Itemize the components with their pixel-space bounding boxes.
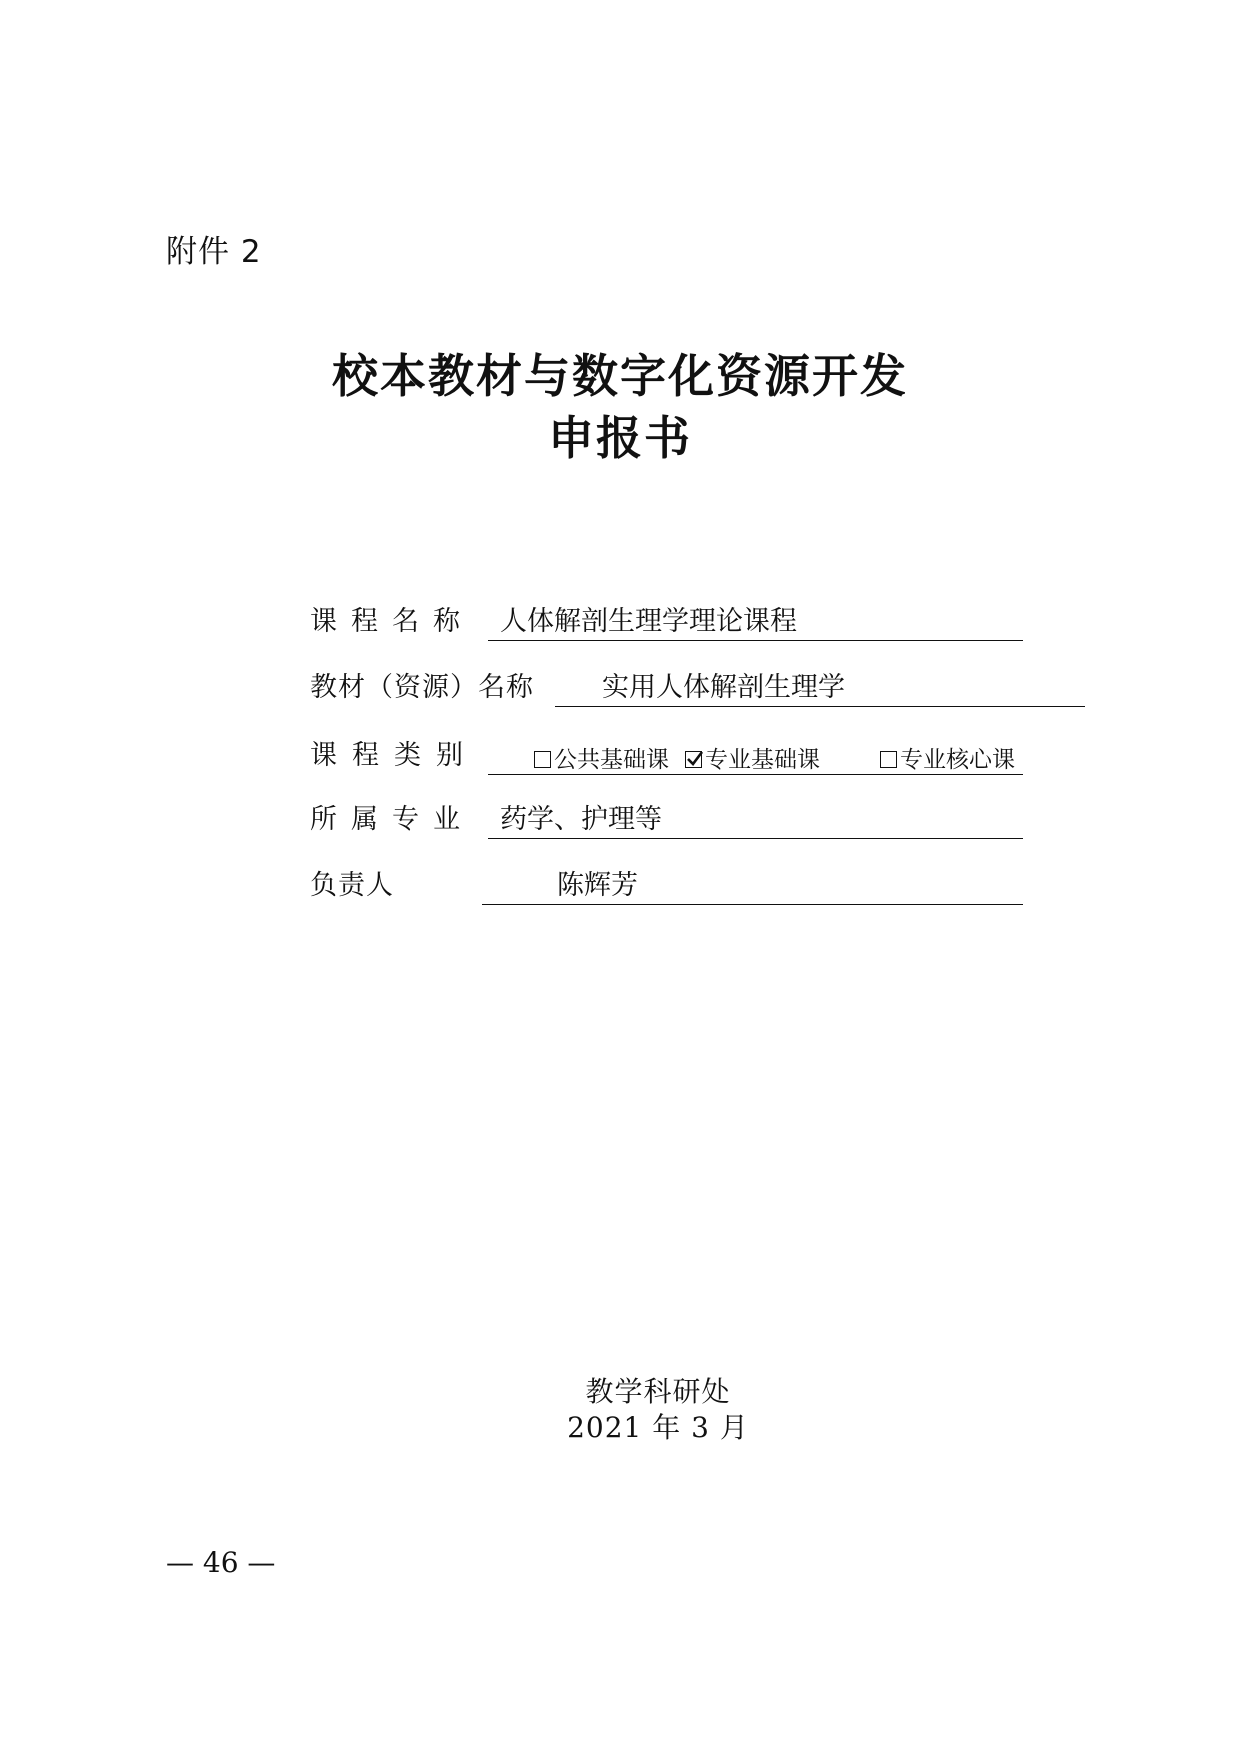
checkbox-checked-icon[interactable] xyxy=(685,751,702,768)
material-name-label: 教材（资源）名称 xyxy=(310,672,534,703)
checkbox-unchecked-icon[interactable] xyxy=(534,751,551,768)
category-option-professional-core[interactable] xyxy=(880,740,1015,780)
attachment-label: 附件 2 xyxy=(166,234,262,270)
owner-label: 负责人 xyxy=(310,870,394,901)
page-number: — 46 — xyxy=(166,1546,276,1579)
document-subtitle: 申报书 xyxy=(548,411,692,465)
category-option-label: 专业基础课 xyxy=(705,747,820,773)
category-option-label: 公共基础课 xyxy=(554,747,669,773)
category-option-label: 专业核心课 xyxy=(900,747,1015,773)
course-category-label: 课程类别 xyxy=(310,740,478,771)
document-title: 校本教材与数字化资源开发 xyxy=(332,349,908,403)
material-name-value: 实用人体解剖生理学 xyxy=(602,672,845,703)
owner-value: 陈辉芳 xyxy=(557,870,638,901)
category-option-professional-basic[interactable] xyxy=(685,740,820,780)
major-value: 药学、护理等 xyxy=(500,804,662,835)
course-name-value: 人体解剖生理学理论课程 xyxy=(500,606,797,637)
category-option-public-basic[interactable] xyxy=(534,740,669,780)
course-name-label: 课程名称 xyxy=(310,606,474,637)
major-label: 所属专业 xyxy=(310,804,474,835)
issue-date: 2021 年 3 月 xyxy=(567,1411,749,1444)
issuing-office: 教学科研处 xyxy=(585,1375,731,1408)
checkbox-unchecked-icon[interactable] xyxy=(880,751,897,768)
